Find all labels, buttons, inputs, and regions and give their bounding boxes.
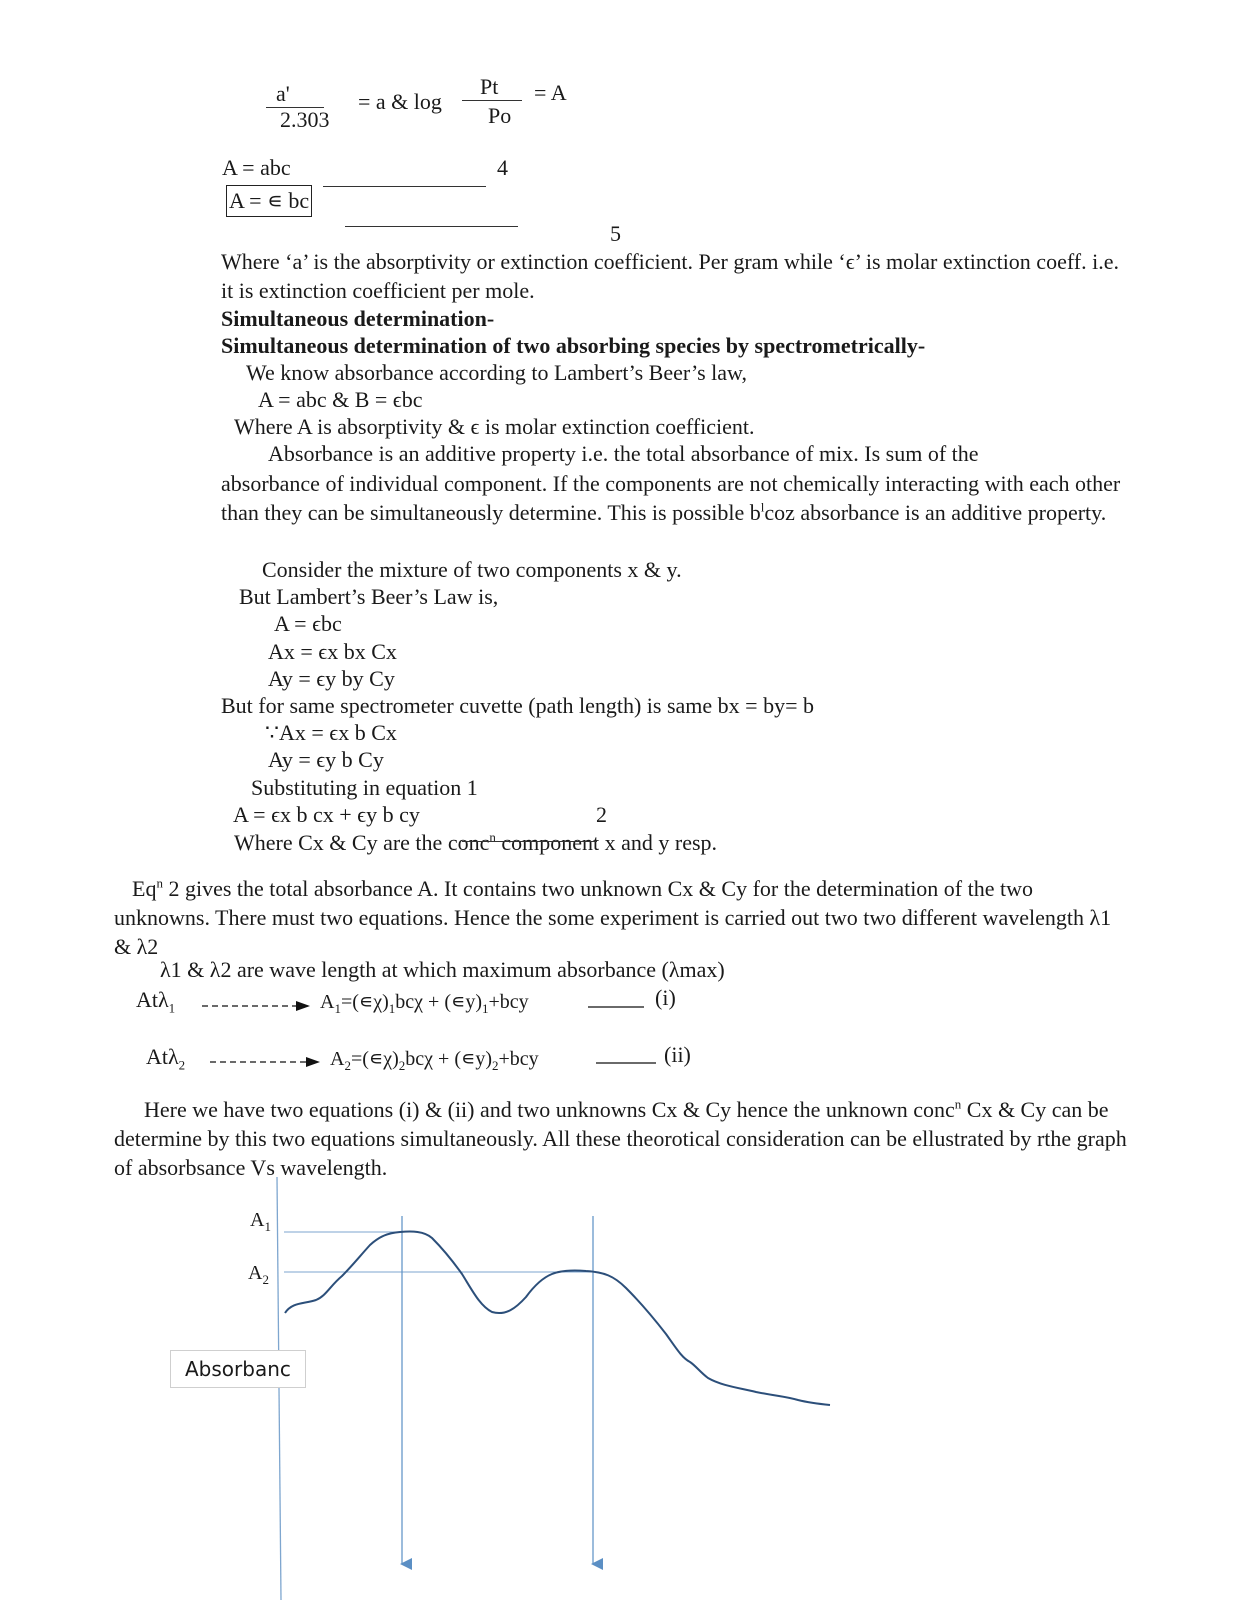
- eq-i-lhs: A: [320, 991, 335, 1013]
- line-eq2: A = ϵx b cx + ϵy b cy: [233, 802, 420, 827]
- fraction-1-denominator: 2.303: [280, 107, 330, 132]
- equation-number-5: 5: [610, 221, 621, 246]
- eq-i-part1: =(∊χ): [340, 991, 389, 1013]
- line-where-a: Where A is absorptivity & ϵ is molar extinction coefficient.: [234, 414, 755, 439]
- eq-i-label-text: Atλ: [136, 987, 169, 1012]
- eq-i-part2: bcχ + (∊y): [395, 991, 483, 1013]
- y-label-a1-sub: 1: [264, 1219, 271, 1234]
- y-label-a1: [250, 1206, 271, 1234]
- line-cuvette: But for same spectrometer cuvette (path length) is same bx = by= b: [221, 693, 814, 718]
- eq-ii-lhs-sub: 2: [344, 1058, 351, 1073]
- line-ay: Ay = ϵy by Cy: [268, 666, 395, 691]
- eq-ii-part3: +bcy: [498, 1048, 539, 1070]
- absorbance-curve: [285, 1232, 830, 1405]
- fraction-2-numerator: Pt: [480, 74, 499, 99]
- line-we-know: We know absorbance according to Lambert’s Beer’s law,: [246, 360, 747, 385]
- para-additive-rest: absorbance of individual component. If the components are not chemically interacting with each other than they can be simultaneously determine. This is possible b: [221, 471, 1121, 525]
- para-additive-first: Absorbance is an additive property i.e. the total absorbance of mix. Is sum of the: [268, 441, 979, 466]
- line-because-ax: ∵Ax = ϵx b Cx: [265, 720, 397, 745]
- eq-ii-part2-sub: 2: [492, 1058, 499, 1073]
- y-label-a2-sub: 2: [262, 1272, 269, 1287]
- eq-ii-part1-sub: 2: [398, 1058, 406, 1073]
- y-label-a1-text: A: [250, 1209, 265, 1231]
- line-substituting: Substituting in equation 1: [251, 775, 478, 800]
- eq-ii-lhs: A: [330, 1048, 345, 1070]
- line-ay-b: Ay = ϵy b Cy: [268, 747, 384, 772]
- eq-i-part1-sub: 1: [388, 1001, 396, 1016]
- para-eq2-a: Eq: [132, 876, 157, 901]
- equation-number-2: 2: [596, 802, 607, 827]
- eq-i-part2-sub: 1: [482, 1001, 489, 1016]
- boxed-equation: A = ∊ bc: [229, 188, 310, 213]
- para-here-b: Cx & Cy can be determine by this two equations simultaneously. All these theorotical consideration can be ellustrated by rthe graph of absorbsance Vs wavelength.: [114, 1097, 1127, 1180]
- eq-i-label-sub: 1: [168, 1000, 176, 1016]
- line-but-law: But Lambert’s Beer’s Law is,: [239, 584, 499, 609]
- heading-simultaneous: Simultaneous determination-: [221, 306, 495, 331]
- y-label-a2-text: A: [248, 1262, 263, 1284]
- line-lambda: λ1 & λ2 are wave length at which maximum absorbance (λmax): [160, 957, 725, 982]
- line-a-abc: A = abc & B = ϵbc: [258, 387, 423, 412]
- fraction-1-numerator: a': [276, 81, 290, 106]
- fraction-2-denominator: Po: [488, 103, 512, 128]
- equation-a-abc: A = abc: [222, 155, 291, 180]
- para-additive-end: coz absorbance is an additive property.: [764, 500, 1107, 525]
- y-axis: [277, 1177, 281, 1600]
- paragraph-absorptivity: Where ‘a’ is the absorptivity or extinction coefficient. Per gram while ‘ϵ’ is molar extinction coeff. i.e. it is extinction coefficient per mole.: [221, 249, 1119, 303]
- para-eq2-sup: n: [156, 875, 163, 891]
- line-a-ebc: A = ϵbc: [274, 611, 342, 636]
- formula-rhs: = A: [534, 80, 567, 105]
- para-here-sup: n: [954, 1096, 962, 1112]
- para-eq2-b: 2 gives the total absorbance A. It contains two unknown Cx & Cy for the determination of the two unknowns. There must two equations. Hence the some experiment is carried out two two different wavelength λ1 & λ2: [114, 876, 1112, 959]
- eq-ii-label-sub: 2: [178, 1057, 186, 1073]
- para-additive-sup: l: [760, 499, 765, 515]
- eq-ii-tag: (ii): [664, 1042, 691, 1067]
- absorbance-axis-label: Absorbanc: [170, 1350, 306, 1388]
- heading-two-species: Simultaneous determination of two absorbing species by spectrometrically-: [221, 333, 926, 358]
- eq-ii-label-text: Atλ: [146, 1044, 179, 1069]
- eq-ii-part1: =(∊χ): [350, 1048, 399, 1070]
- para-here-a: Here we have two equations (i) & (ii) and two unknowns Cx & Cy hence the unknown conc: [144, 1097, 955, 1122]
- line-where-cx-a: Where Cx & Cy are the conc: [234, 830, 490, 855]
- y-label-a2: [248, 1259, 269, 1287]
- eq-i-part3: +bcy: [488, 991, 529, 1013]
- line-where-cx-b: component x and y resp.: [495, 830, 718, 855]
- equation-number-4: 4: [497, 155, 508, 180]
- line-ax: Ax = ϵx bx Cx: [268, 639, 397, 664]
- eq-i-lhs-sub: 1: [334, 1001, 341, 1016]
- eq-i-tag: (i): [655, 985, 676, 1010]
- eq-ii-part2: bcχ + (∊y): [405, 1048, 493, 1070]
- line-where-cx-sup: n: [489, 829, 496, 845]
- formula-middle: = a & log: [358, 89, 442, 114]
- line-consider: Consider the mixture of two components x & y.: [262, 557, 682, 582]
